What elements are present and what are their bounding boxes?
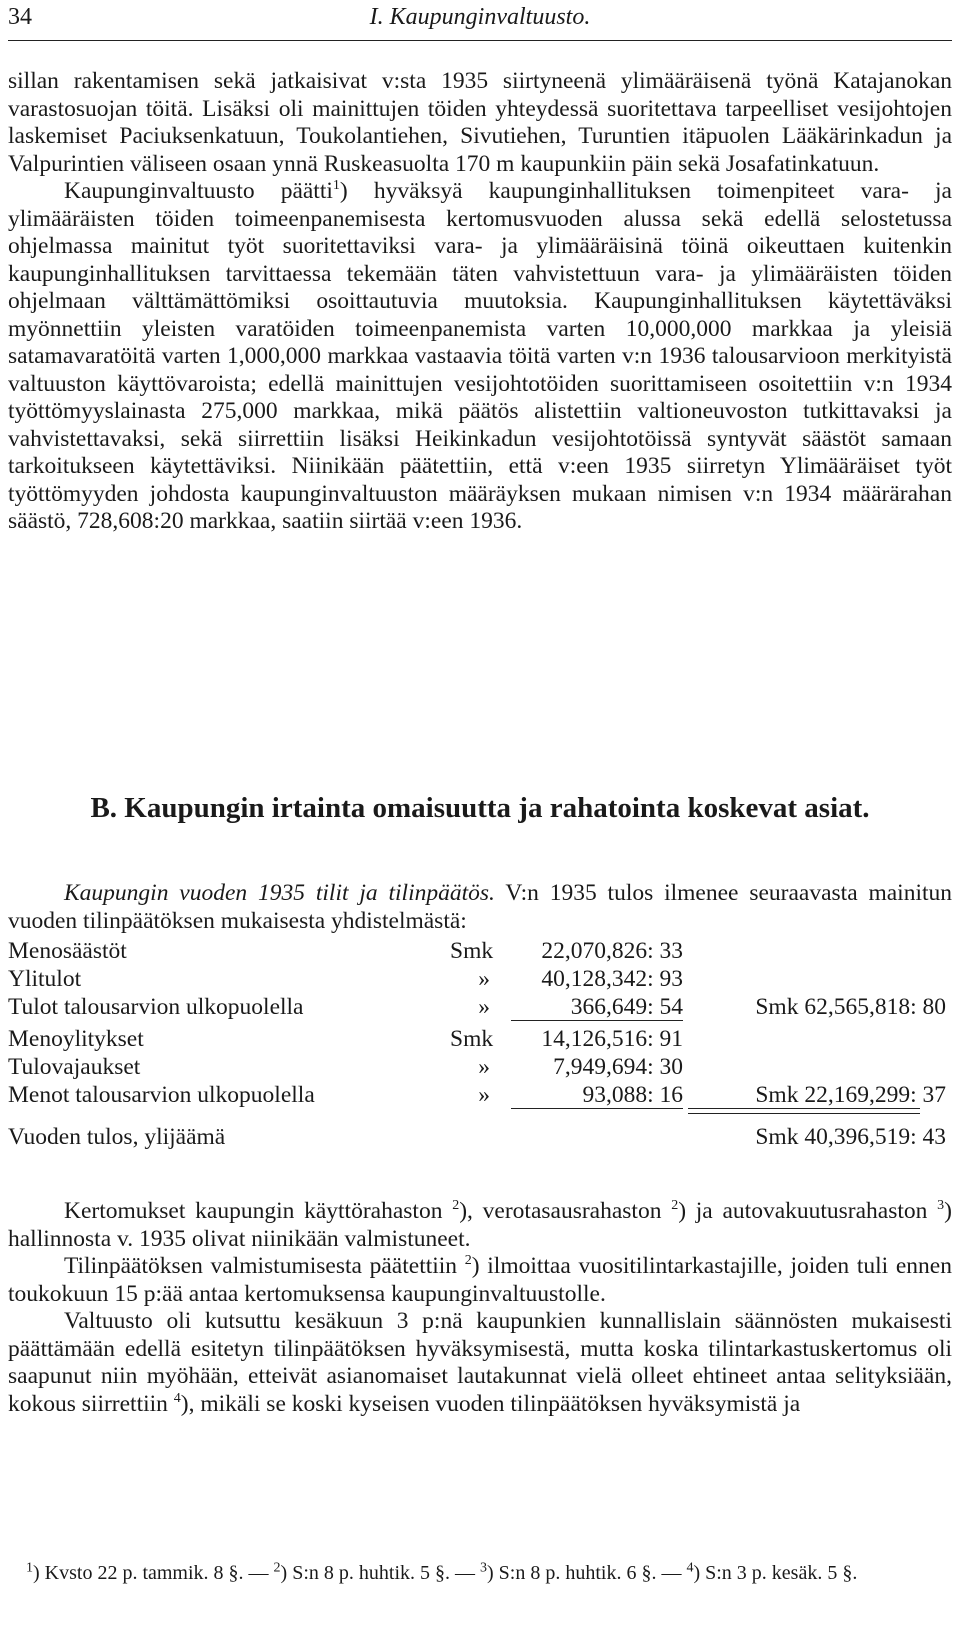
- statement-amount: 22,070,826: 33: [541, 938, 683, 964]
- statement-label: Tulot talousarvion ulkopuolella: [8, 994, 307, 1020]
- footnote-text: [8, 1560, 952, 1586]
- statement-label: Ylitulot: [8, 966, 85, 992]
- statement-total: Smk 22,169,299: 37: [755, 1082, 946, 1108]
- statement-label: Menot talousarvion ulkopuolella: [8, 1082, 319, 1108]
- statement-row: [8, 938, 952, 966]
- paragraph-text: Kertomukset kaupungin käyttörahaston: [64, 1198, 443, 1224]
- paragraph-council-meeting: [8, 1308, 952, 1418]
- paragraph-text: ) ilmoittaa vuositilintarkastajille, joiden tuli ennen toukokuun 15 p:ää antaa kertomuksensa kaupunginvaltuustolle.: [8, 1253, 952, 1307]
- statement-label-cell: [8, 1026, 448, 1053]
- body-text-top: [8, 68, 952, 536]
- footnote-ref: 4: [173, 1390, 181, 1406]
- subtotal-rule: [511, 1108, 683, 1109]
- accounts-intro-paragraph: [8, 880, 952, 935]
- statement-amount: 366,649: 54: [570, 994, 683, 1020]
- paragraph-text: Valtuusto oli kutsuttu kesäkuun 3 p:nä kaupunkien kunnallislain säännösten mukaisesti päättämään edellä esitetyn tilinpäätöksen hyväksymisestä, mutta koska tilintarkastuskertomus oli saapunut niin myöhään, etteivät asianomaiset lautakunnat vielä olleet ehtineet antaa selityksiään, kokous siirrettiin: [8, 1308, 952, 1417]
- footnote-ref: 3: [937, 1198, 945, 1214]
- paragraph-reports: [8, 1198, 952, 1253]
- paragraph-text: ), verotasausrahaston: [459, 1198, 662, 1224]
- footnote-marker: 3: [480, 1560, 487, 1576]
- statement-unit: Smk: [450, 938, 494, 964]
- statement-label: Menoylitykset: [8, 1026, 148, 1052]
- footnote-4: ) S:n 3 p. kesäk. 5 §.: [693, 1562, 858, 1584]
- statement-amount: 14,126,516: 91: [541, 1026, 683, 1052]
- statement-unit: »: [478, 1082, 490, 1108]
- financial-statement: [8, 938, 952, 1190]
- total-double-rule: [688, 1113, 920, 1114]
- paragraph-auditors: [8, 1253, 952, 1308]
- total-rule: [688, 1108, 920, 1109]
- statement-label: Tulovajaukset: [8, 1054, 144, 1080]
- statement-label-cell: [8, 966, 448, 993]
- statement-row: [8, 1026, 952, 1054]
- paragraph-text: ), mikäli se koski kyseisen vuoden tilinpäätöksen hyväksymistä ja: [180, 1390, 801, 1417]
- footnote-ref: 2: [452, 1198, 460, 1214]
- paragraph-text: ) hyväksyä kaupunginhallituksen toimenpiteet vara- ja ylimääräisten töiden toimeenpanemisesta kertomusvuoden alussa sekä edellä selostetussa ohjelmassa mainitut työt suoritettaviksi vara- ja ylimääräisinä töinä oikeuttaen kuitenkin kaupunginhallituksen tarvittaessa tekemään täten vahvistettuun vara- ja ylimääräisten töiden ohjelmaan välttämättömiksi osoittautuvia muutoksia. Kaupunginhallituksen käytettäväksi myönnettiin yleisten varatöiden toimeenpanemista varten 10,000,000 markkaa ja yleisiä satamavaratöitä varten 1,000,000 markkaa vastaavia töitä varten v:n 1936 talousarvioon merkityistä valtuuston käyttövaroista; edellä mainittujen vesijohtotöiden suorittamiseen osoitettiin v:n 1934 työttömyyslainasta 275,000 markkaa, mikä päätös alistettiin valtioneuvoston tutkittavaksi ja vahvistettavaksi, sekä siirrettiin lisäksi Heikinkadun vesijohtotöissä syntyvät säästöt samaan tarkoitukseen käytettäviksi. Niinikään päätettiin, että v:een 1935 siirretyn Ylimääräiset työt työttömyyden johdosta kaupunginvaltuuston määräyksen mukaan nimisen v:n 1934 määrärahan säästö, 728,608:20 markkaa, saatiin siirtää v:een 1936.: [8, 178, 952, 534]
- statement-label-cell: [8, 994, 448, 1021]
- footnote-ref: 2: [671, 1198, 679, 1214]
- statement-unit: »: [478, 1054, 490, 1080]
- statement-row: [8, 994, 952, 1022]
- running-head: I. Kaupunginvaltuusto.: [369, 4, 591, 30]
- footnote-marker: 2: [273, 1560, 281, 1576]
- footnote-2: ) S:n 8 p. huhtik. 5 §. —: [280, 1562, 475, 1584]
- statement-row: [8, 1054, 952, 1082]
- paragraph-council-decision: [8, 178, 952, 536]
- statement-label-cell: [8, 1124, 448, 1151]
- statement-amount: 40,128,342: 93: [541, 966, 683, 992]
- statement-row-result: [8, 1124, 952, 1152]
- paragraph-text: Tilinpäätöksen valmistumisesta päätettiin: [64, 1253, 458, 1279]
- accounts-intro-text: V:n 1935 tulos ilmenee seuraavasta mainitun vuoden tilinpäätöksen mukaisesta yhdistelmästä:: [8, 880, 953, 934]
- accounts-intro: [8, 880, 952, 935]
- section-heading: B. Kaupungin irtainta omaisuutta ja rahatointa koskevat asiat.: [90, 792, 870, 824]
- paragraph-text: Kaupunginvaltuusto päätti: [64, 178, 333, 204]
- footnote-marker: 1: [26, 1560, 33, 1576]
- statement-label: Menosäästöt: [8, 938, 131, 964]
- footnote-ref: 2: [464, 1253, 472, 1269]
- paragraph-works: sillan rakentamisen sekä jatkaisivat v:sta 1935 siirtyneenä ylimääräisenä työnä Katajanokan varastosuojan töitä. Lisäksi oli mainittujen töiden yhteydessä suoritettava tarpeelliset vesijohtojen laskemiset Paciuksenkatuun, Toukolantiehen, Sivutiehen, Turuntien itäpuolen Lääkärinkadun ja Valpurintien väliseen osaan ynnä Ruskeasuolta 170 m kaupunkiin päin sekä Josafatinkatuun.: [8, 68, 952, 177]
- footnote-ref: 1: [332, 178, 340, 194]
- footnote-3: ) S:n 8 p. huhtik. 6 §. —: [487, 1562, 682, 1584]
- statement-amount: 93,088: 16: [582, 1082, 683, 1108]
- statement-total: Smk 62,565,818: 80: [755, 994, 946, 1020]
- footnote-marker: 4: [686, 1560, 694, 1576]
- statement-total: Smk 40,396,519: 43: [755, 1124, 946, 1150]
- page-number: 34: [8, 4, 32, 30]
- statement-label-cell: [8, 938, 448, 965]
- statement-unit: »: [478, 966, 490, 992]
- statement-label-cell: [8, 1082, 448, 1109]
- accounts-subheading: Kaupungin vuoden 1935 tilit ja tilinpäätös.: [64, 880, 495, 906]
- header-rule: [8, 40, 952, 41]
- footnotes: [8, 1560, 952, 1586]
- statement-unit: »: [478, 994, 490, 1020]
- paragraph-text: ) ja autovakuutusrahaston: [678, 1198, 928, 1224]
- statement-row: [8, 1082, 952, 1110]
- paragraph-text: ) hallinnosta v. 1935 olivat niinikään valmistuneet.: [8, 1198, 952, 1252]
- statement-amount: 7,949,694: 30: [553, 1054, 683, 1080]
- subtotal-rule: [511, 1020, 683, 1021]
- statement-unit: Smk: [450, 1026, 494, 1052]
- statement-label: Vuoden tulos, ylijäämä: [8, 1124, 229, 1150]
- body-text-bottom: [8, 1198, 952, 1418]
- statement-row: [8, 966, 952, 994]
- footnote-1: ) Kvsto 22 p. tammik. 8 §. —: [33, 1562, 269, 1584]
- statement-label-cell: [8, 1054, 448, 1081]
